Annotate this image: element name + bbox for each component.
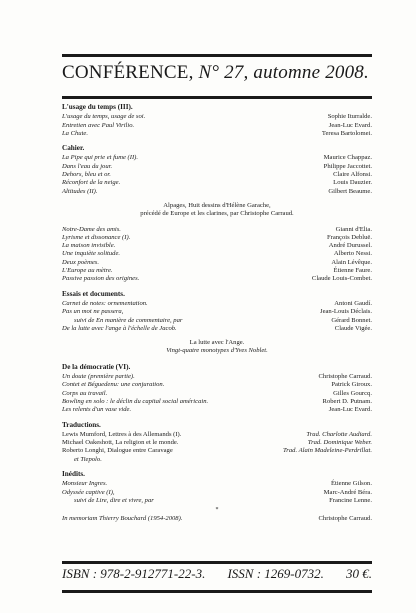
toc-row	[62, 447, 372, 455]
isbn-text: ISBN : 978-2-912771-22-3.	[62, 566, 206, 581]
entry-translator: Trad. Dominique Weber.	[307, 439, 372, 447]
toc-row	[62, 259, 372, 267]
entry-title: Deux poèmes.	[62, 258, 99, 266]
entry-author: François Debluë.	[326, 233, 372, 241]
entry-author: Alain Lévêque.	[331, 258, 372, 266]
section-title: L'usage du temps (III).	[62, 103, 133, 111]
entry-author: Gérard Bonnet.	[331, 316, 372, 324]
entry-title: Un doute (première partie).	[62, 373, 135, 381]
toc-row	[62, 234, 372, 242]
section-title: Inédits.	[62, 469, 85, 478]
entry-author: Christophe Carraud.	[318, 373, 372, 381]
entry-title: et Tiepolo.	[74, 455, 102, 463]
entry-title: Entretien avec Paul Virilio.	[62, 121, 135, 129]
entry-title: Monsieur Ingres.	[62, 480, 108, 488]
toc-row	[62, 398, 372, 406]
entry-author: Antoni Gaudí.	[334, 299, 372, 307]
separator-star: *	[215, 507, 219, 514]
entry-title: La Pipe qui prie et fume (II).	[62, 154, 138, 162]
toc-row	[62, 154, 372, 162]
footer	[62, 566, 372, 582]
alpages-subtitle: précédé de Europe et les clarines, par Christophe Carraud.	[140, 210, 294, 218]
entry-title: La maison invisible.	[62, 242, 116, 250]
lutte-title: La lutte avec l'Ange.	[189, 339, 245, 347]
entry-title: Pas un mot ne passera,	[62, 308, 124, 316]
entry-title: Une inquiète solitude.	[62, 250, 121, 258]
entry-author: Robert D. Putnam.	[322, 397, 372, 405]
entry-author: Christophe Carraud.	[318, 515, 372, 523]
section-traductions	[62, 421, 372, 464]
entry-title: Les relents d'un vase vide.	[62, 406, 132, 414]
entry-title: Carnet de notes: ornementation.	[62, 299, 148, 307]
section-title: Cahier.	[62, 144, 85, 153]
entry-author: Gianni d'Elia.	[335, 225, 372, 233]
toc-row	[62, 325, 372, 333]
toc-row	[62, 179, 372, 187]
toc-row	[62, 226, 372, 234]
entry-author: Teresa Bartolomei.	[321, 129, 372, 137]
entry-title: Lyrisme et dissonance (I).	[62, 233, 131, 241]
toc-row	[62, 242, 372, 250]
memoriam-row	[62, 515, 372, 523]
entry-author: Gilles Gourcq.	[333, 389, 372, 397]
section-cahier	[62, 144, 372, 196]
toc-row	[62, 163, 372, 171]
entry-title: Michael Oakeshott, La religion et le monde.	[62, 439, 179, 447]
toc-row	[62, 250, 372, 258]
toc-row	[62, 113, 372, 121]
entry-author: Gilbert Beaume.	[328, 187, 372, 195]
entry-title: Altitudes (II).	[62, 187, 98, 195]
section-usage-du-temps	[62, 103, 372, 138]
entry-author: Alberto Nessi.	[333, 250, 372, 258]
alpages-block	[62, 202, 372, 219]
entry-title: Lewis Mumford, Lettres à des Allemands (I).	[62, 430, 182, 438]
section-title: De la démocratie (VI).	[62, 362, 131, 371]
toc-row	[62, 308, 372, 316]
issn-text: ISSN : 1269-0732.	[227, 566, 324, 581]
section-title: Traductions.	[62, 420, 101, 429]
toc-row	[62, 373, 372, 381]
toc-row	[62, 267, 372, 275]
section-poems	[62, 226, 372, 284]
entry-author: Sophie Iturralde.	[327, 113, 372, 121]
entry-author: Jean-Louis Déclais.	[320, 308, 372, 316]
entry-author: Louis Dauzier.	[333, 179, 372, 187]
lutte-block	[62, 339, 372, 356]
entry-title: Dans l'eau du jour.	[62, 162, 113, 170]
entry-translator: Trad. Alain Madeleine-Perdrillat.	[282, 447, 372, 455]
entry-title: In memoriam Thierry Bouchard (1954-2008).	[62, 515, 183, 523]
entry-title: La Chute.	[62, 129, 89, 137]
entry-title: Notre-Dame des amis.	[62, 225, 121, 233]
entry-author: Francine Lenne.	[329, 496, 372, 504]
table-of-contents	[62, 103, 372, 523]
alpages-title: Alpages, Huit dessins d'Hélène Garache,	[163, 201, 271, 209]
entry-title: L'Europe au mètre.	[62, 267, 113, 275]
toc-row	[62, 456, 372, 464]
section-essais	[62, 290, 372, 333]
toc-row	[62, 171, 372, 179]
entry-title: Odyssée captive (I),	[62, 488, 115, 496]
entry-author: André Durussel.	[328, 242, 372, 250]
issue-label: N° 27, automne 2008.	[198, 62, 369, 83]
journal-header	[62, 62, 372, 84]
entry-author: Claude Vigée.	[334, 324, 372, 332]
toc-row	[62, 381, 372, 389]
entry-title: suivi de Lire, dire et vivre, par	[74, 496, 154, 504]
toc-row	[62, 275, 372, 283]
toc-row	[62, 122, 372, 130]
entry-title: De la lutte avec l'ange à l'échelle de Jacob.	[62, 324, 177, 332]
toc-row	[62, 390, 372, 398]
header-rule	[62, 96, 372, 99]
entry-title: Réconfort de la neige.	[62, 179, 121, 187]
toc-row	[62, 406, 372, 414]
section-democratie	[62, 363, 372, 415]
toc-row	[62, 431, 372, 439]
entry-title: suivi de En manière de commentaire, par	[74, 316, 183, 324]
entry-author: Étienne Gilson.	[330, 480, 372, 488]
toc-row	[62, 300, 372, 308]
entry-translator: Trad. Charlotte Audiard.	[306, 430, 372, 438]
toc-row	[62, 130, 372, 138]
entry-author: Jean-Luc Evard.	[328, 121, 372, 129]
footer-rule-bottom	[62, 590, 372, 593]
top-rule	[62, 54, 372, 57]
lutte-subtitle: Vingt-quatre monotypes d'Yves Noblet.	[166, 347, 268, 355]
entry-author: Marc-André Béra.	[323, 488, 372, 496]
section-title: Essais et documents.	[62, 289, 125, 298]
entry-title: Dehors, bleu et or.	[62, 171, 111, 179]
toc-row	[62, 317, 372, 325]
toc-row	[62, 439, 372, 447]
entry-title: Corps au travail.	[62, 389, 108, 397]
price-text: 30 €.	[345, 566, 372, 581]
toc-row	[62, 188, 372, 196]
entry-author: Philippe Jaccottet.	[323, 162, 372, 170]
entry-author: Claude Louis-Combet.	[311, 275, 372, 283]
entry-author: Étienne Faure.	[333, 267, 372, 275]
entry-author: Maurice Chappaz.	[323, 154, 372, 162]
entry-title: Roberto Longhi, Dialogue entre Caravage	[62, 447, 173, 455]
entry-title: L'usage du temps, usage de soi.	[62, 113, 146, 121]
entry-title: Contet et Béguedenu: une conjuration.	[62, 381, 165, 389]
toc-row	[62, 497, 372, 505]
entry-author: Claire Alfonsi.	[333, 171, 372, 179]
entry-title: Passive passion des origines.	[62, 275, 140, 283]
entry-title: Bowling en solo : le déclin du capital social américain.	[62, 397, 209, 405]
toc-row	[62, 489, 372, 497]
entry-author: Jean-Luc Evard.	[328, 406, 372, 414]
toc-row	[62, 480, 372, 488]
entry-author: Patrick Giroux.	[331, 381, 372, 389]
section-inedits	[62, 470, 372, 505]
footer-rule-top	[62, 561, 372, 564]
journal-title: CONFÉRENCE,	[62, 62, 194, 83]
